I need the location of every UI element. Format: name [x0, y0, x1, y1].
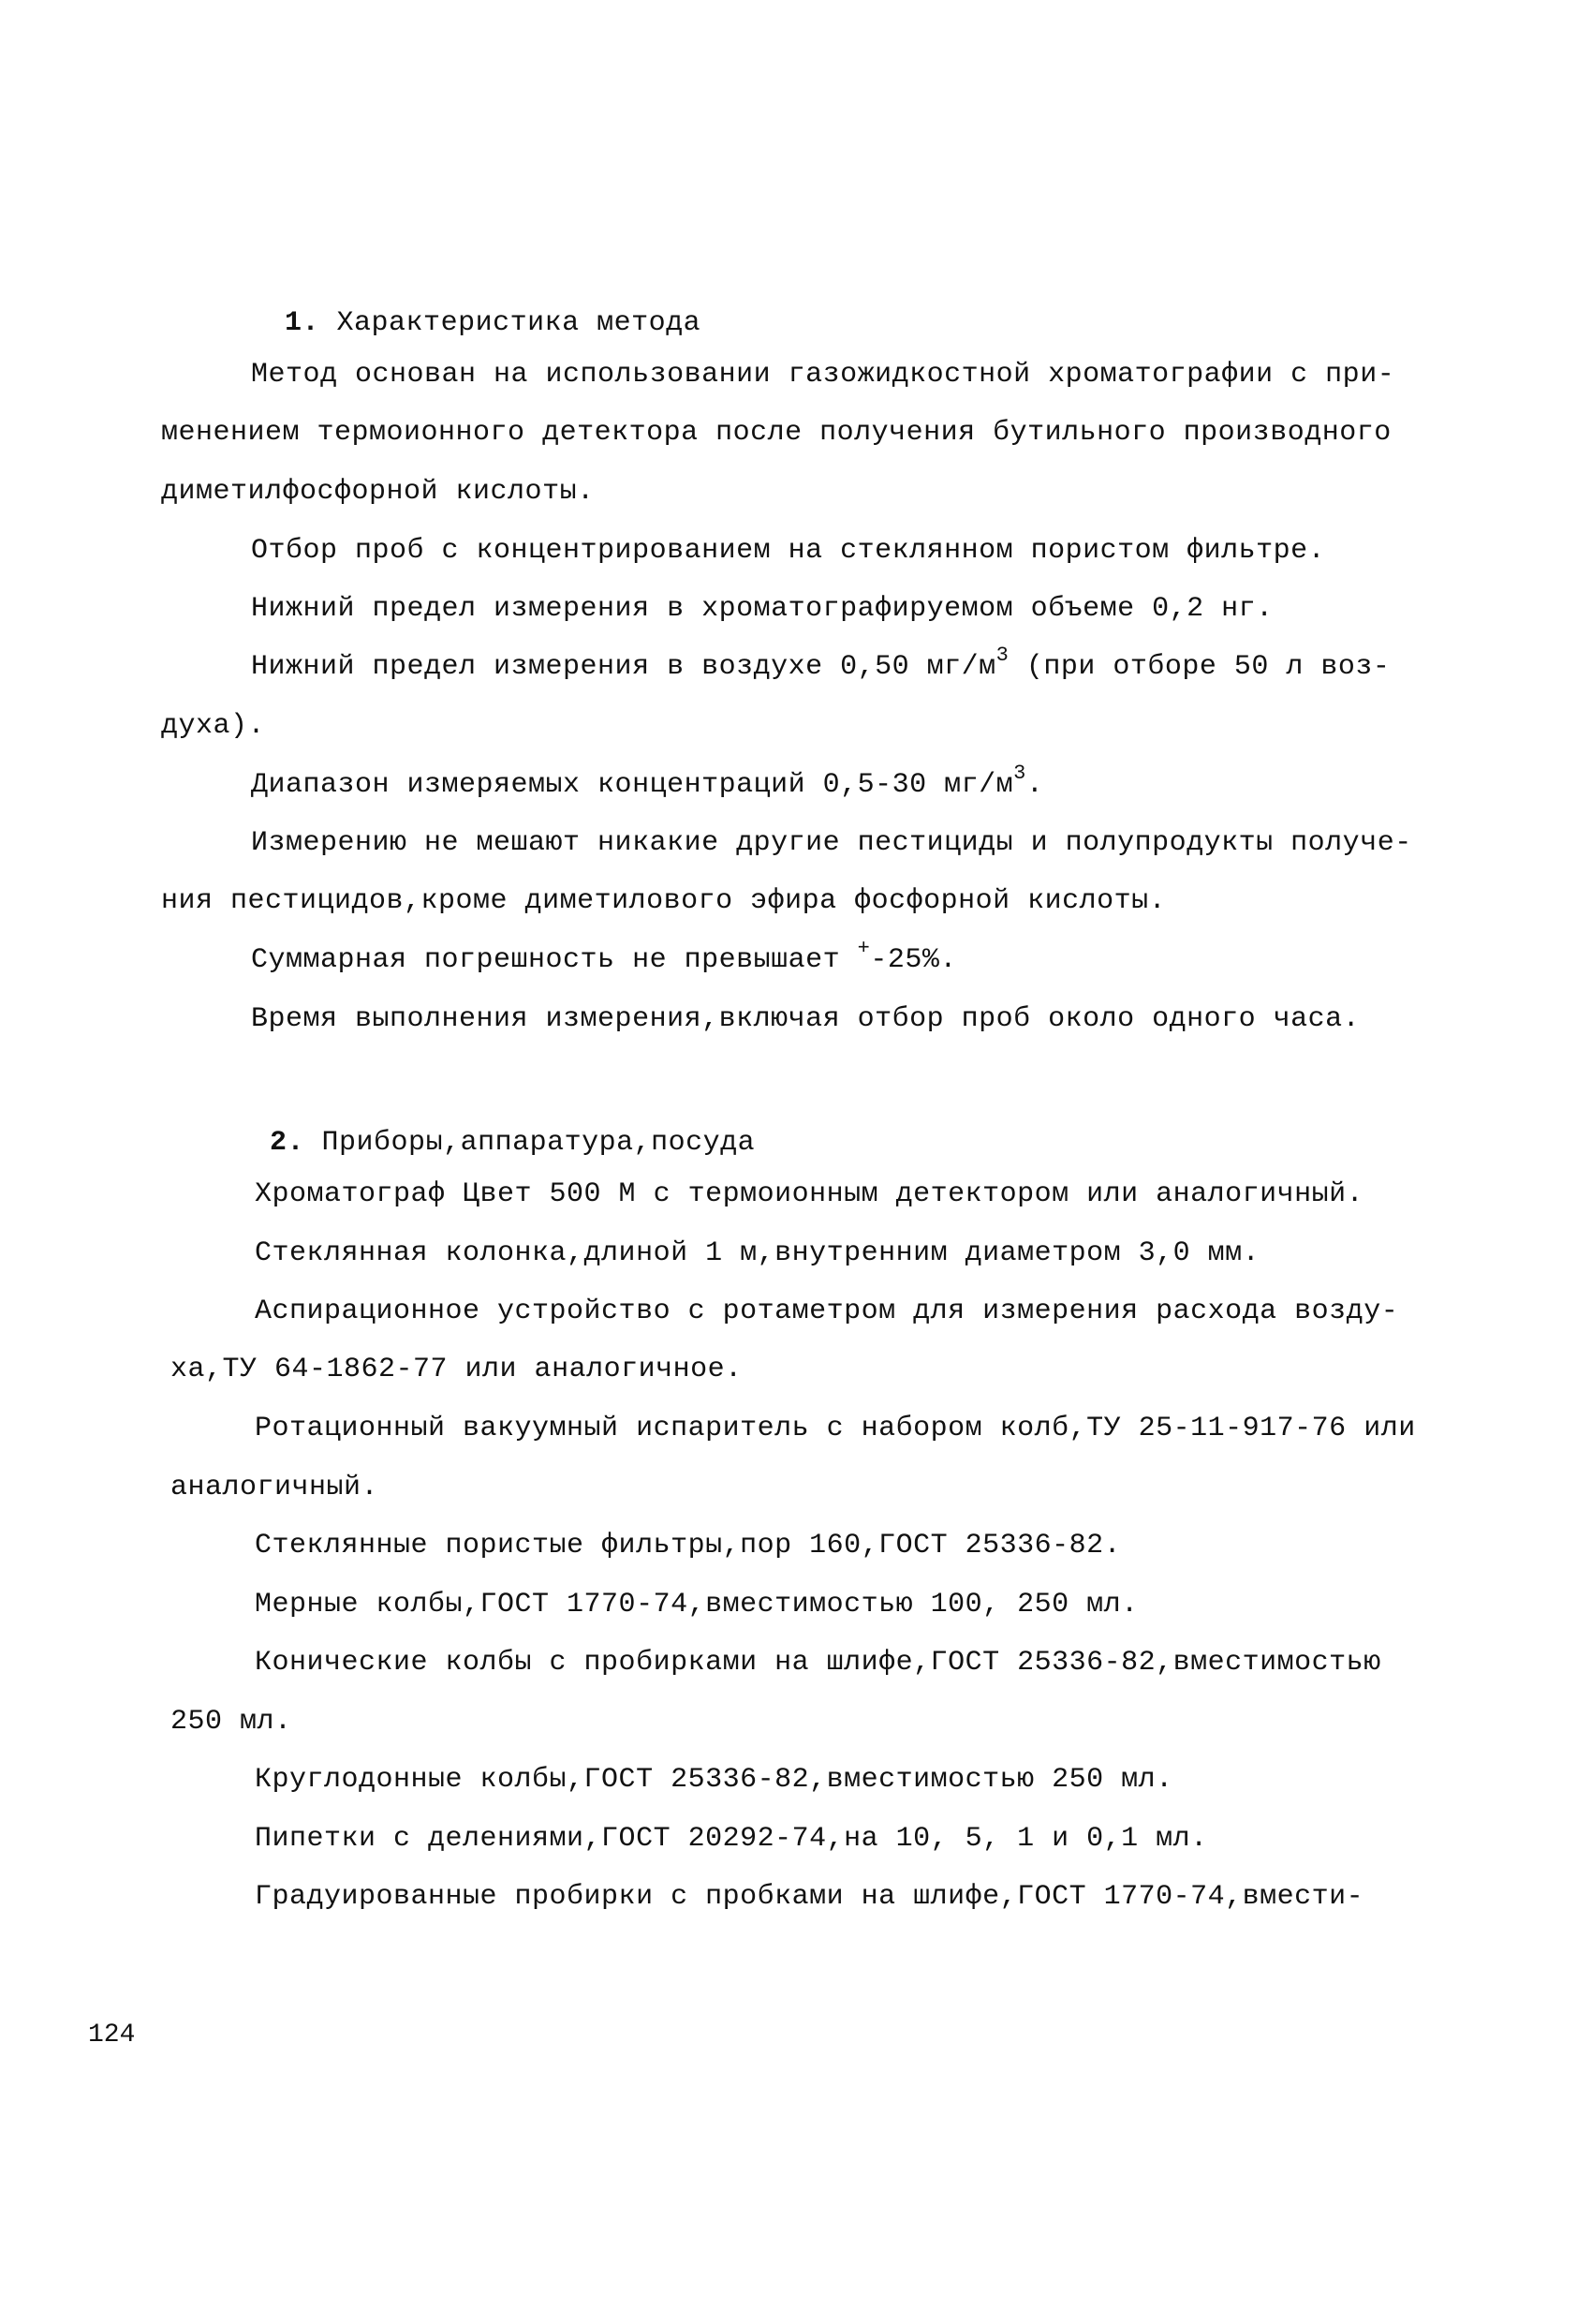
paragraph-line: духа). [161, 710, 266, 742]
paragraph-line: Нижний предел измерения в хроматографируемом объеме 0,2 нг. [251, 593, 1274, 625]
equipment-line: ха,ТУ 64-1862-77 или аналогичное. [170, 1354, 743, 1385]
equipment-line: аналогичный. [170, 1472, 379, 1503]
error-text-after: -25%. [870, 944, 957, 976]
error-text: Суммарная погрешность не превышает [251, 944, 858, 976]
superscript: 3 [995, 644, 1010, 667]
superscript: 3 [1013, 762, 1026, 785]
equipment-line: 250 мл. [170, 1706, 292, 1738]
equipment-line: Конические колбы с пробирками на шлифе,ГОСТ 25336-82,вместимостью [255, 1647, 1381, 1679]
equipment-line: Ротационный вакуумный испаритель с набором колб,ТУ 25-11-917-76 или [255, 1413, 1416, 1444]
equipment-line: Хроматограф Цвет 500 М с термоионным детектором или аналогичный. [255, 1178, 1364, 1210]
equipment-line: Аспирационное устройство с ротаметром для измерения расхода возду- [255, 1295, 1399, 1327]
air-limit-line [251, 644, 1391, 686]
page-number: 124 [88, 2021, 136, 2050]
error-line [251, 937, 957, 979]
air-limit-text: Нижний предел измерения в воздухе 0,50 мг/м [251, 651, 996, 683]
range-text-after: . [1025, 769, 1044, 801]
equipment-line: Мерные колбы,ГОСТ 1770-74,вместимостью 100, 250 мл. [255, 1589, 1139, 1621]
section-2-title: Приборы,аппаратура,посуда [321, 1127, 756, 1159]
paragraph-line: диметилфосфорной кислоты. [161, 476, 595, 508]
equipment-line: Стеклянные пористые фильтры,пор 160,ГОСТ 25336-82. [255, 1530, 1122, 1562]
equipment-line: Пипетки с делениями,ГОСТ 20292-74,на 10, 5, 1 и 0,1 мл. [255, 1823, 1208, 1855]
equipment-line: Круглодонные колбы,ГОСТ 25336-82,вместимостью 250 мл. [255, 1764, 1173, 1796]
equipment-line: Стеклянная колонка,длиной 1 м,внутренним диаметром 3,0 мм. [255, 1237, 1260, 1269]
range-text: Диапазон измеряемых концентраций 0,5-30 мг/м [251, 769, 1014, 801]
section-1-number: 1. [285, 307, 320, 339]
range-line [251, 762, 1044, 804]
paragraph-line: Измерению не мешают никакие другие пестициды и полупродукты получе- [251, 827, 1412, 859]
superscript: + [857, 937, 871, 960]
paragraph-line: Время выполнения измерения,включая отбор проб около одного часа. [251, 1003, 1361, 1035]
paragraph-line: ния пестицидов,кроме диметилового эфира фосфорной кислоты. [161, 885, 1167, 917]
equipment-line: Градуированные пробирки с пробками на шлифе,ГОСТ 1770-74,вмести- [255, 1881, 1364, 1913]
paragraph-line: менением термоионного детектора после получения бутильного производного [161, 417, 1392, 449]
air-limit-text-after: (при отборе 50 л воз- [1009, 651, 1391, 683]
paragraph-line: Метод основан на использовании газожидкостной хроматографии с при- [251, 359, 1395, 391]
paragraph-line: Отбор проб с концентрированием на стеклянном пористом фильтре. [251, 535, 1326, 567]
section-1-title: Характеристика метода [336, 307, 701, 339]
section-2-number: 2. [270, 1127, 305, 1159]
